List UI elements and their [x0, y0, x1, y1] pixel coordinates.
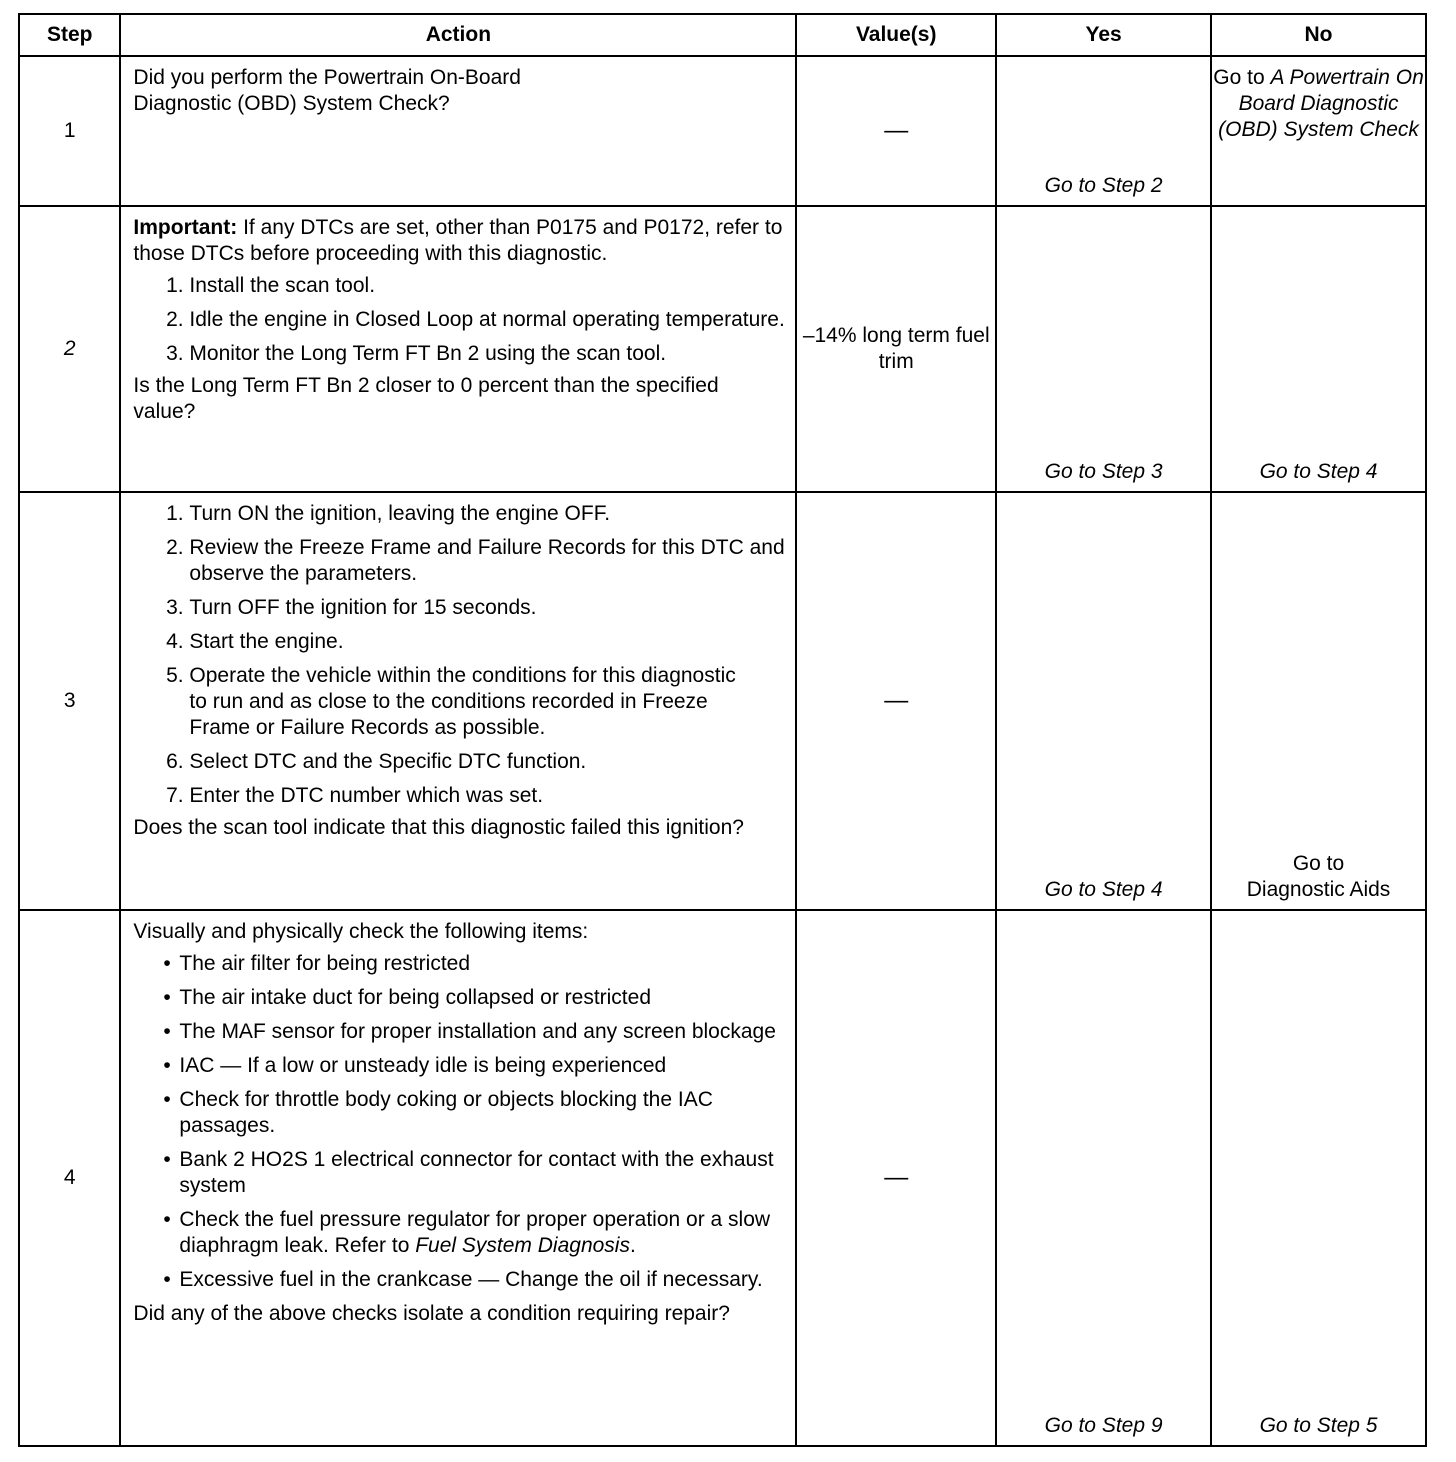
action-cell	[120, 206, 796, 492]
procedure-step: 5. Operate the vehicle within the conditions for this diagnostic to run and as close to the conditions recorded in Freeze Frame or Failure Records as possible.	[189, 663, 785, 741]
checklist-item	[179, 1207, 785, 1259]
no-cell[interactable]	[1211, 206, 1426, 492]
step-number: 3	[19, 492, 120, 910]
yes-cell[interactable]	[996, 492, 1211, 910]
procedure-step: 4. Start the engine.	[189, 629, 785, 655]
value-text: —	[884, 1163, 909, 1191]
header-yes: Yes	[996, 14, 1211, 56]
important-label: Important:	[133, 216, 238, 239]
no-link[interactable]: A Powertrain On Board Diagnostic (OBD) System Check	[1218, 66, 1424, 141]
yes-cell[interactable]	[996, 206, 1211, 492]
yes-link[interactable]: Go to Step 3	[1044, 460, 1163, 483]
fuel-system-diagnosis-link[interactable]: Fuel System Diagnosis	[415, 1234, 630, 1257]
yes-link[interactable]: Go to Step 2	[1044, 174, 1163, 197]
checklist-item: • The air intake duct for being collapsed or restricted	[179, 985, 785, 1011]
value-text: –14% long term fuel trim	[802, 324, 990, 373]
yes-link[interactable]: Go to Step 4	[1044, 878, 1163, 901]
step-number: 4	[19, 910, 120, 1446]
yes-cell[interactable]	[996, 56, 1211, 206]
important-text: If any DTCs are set, other than P0175 and P0172, refer to those DTCs before proceeding with this diagnostic.	[133, 216, 783, 265]
action-cell	[120, 910, 796, 1446]
action-cell	[120, 56, 796, 206]
no-cell[interactable]	[1211, 492, 1426, 910]
no-prefix: Go to	[1292, 852, 1345, 875]
procedure-step: 1. Turn ON the ignition, leaving the engine OFF.	[189, 501, 785, 527]
table-row-step-2	[19, 206, 1426, 492]
checklist-item: • Bank 2 HO2S 1 electrical connector for contact with the exhaust system	[179, 1147, 785, 1199]
diagnostic-table	[18, 13, 1427, 1447]
procedure-step: 2. Review the Freeze Frame and Failure Records for this DTC and observe the parameters.	[189, 535, 785, 587]
header-no: No	[1211, 14, 1426, 56]
table-row-step-1	[19, 56, 1426, 206]
checklist-item: • The MAF sensor for proper installation and any screen blockage	[179, 1019, 785, 1045]
checklist	[133, 951, 785, 1293]
procedure-step: 7. Enter the DTC number which was set.	[189, 783, 785, 809]
no-link[interactable]: Go to Step 4	[1259, 460, 1378, 483]
checklist-item: • Check for throttle body coking or objects blocking the IAC passages.	[179, 1087, 785, 1139]
procedure-step: 2. Idle the engine in Closed Loop at normal operating temperature.	[189, 307, 785, 333]
table-row-step-4	[19, 910, 1426, 1446]
header-action: Action	[120, 14, 796, 56]
no-cell[interactable]	[1211, 910, 1426, 1446]
checklist-intro: Visually and physically check the following items:	[133, 920, 589, 943]
procedure-step: 6. Select DTC and the Specific DTC function.	[189, 749, 785, 775]
value-cell	[796, 910, 996, 1446]
value-text: —	[884, 116, 909, 144]
value-cell	[796, 492, 996, 910]
step-question: Did you perform the Powertrain On-Board Diagnostic (OBD) System Check?	[133, 66, 521, 115]
value-cell	[796, 206, 996, 492]
action-cell	[120, 492, 796, 910]
no-link[interactable]: Go to Step 5	[1259, 1414, 1378, 1437]
step-question: Does the scan tool indicate that this diagnostic failed this ignition?	[133, 816, 744, 839]
yes-cell[interactable]	[996, 910, 1211, 1446]
checklist-item: • IAC — If a low or unsteady idle is being experienced	[179, 1053, 785, 1079]
no-link[interactable]: Diagnostic Aids	[1246, 878, 1391, 901]
checklist-item: • Excessive fuel in the crankcase — Change the oil if necessary.	[179, 1267, 785, 1293]
procedure-list	[133, 273, 785, 367]
header-values: Value(s)	[796, 14, 996, 56]
checklist-item: • The air filter for being restricted	[179, 951, 785, 977]
yes-link[interactable]: Go to Step 9	[1044, 1414, 1163, 1437]
no-cell[interactable]	[1211, 56, 1426, 206]
procedure-step: 3. Monitor the Long Term FT Bn 2 using the scan tool.	[189, 341, 785, 367]
procedure-step: 1. Install the scan tool.	[189, 273, 785, 299]
checklist-item-text: Check the fuel pressure regulator for proper operation or a slow diaphragm leak. Refer to	[179, 1208, 771, 1257]
step-number: 2	[19, 206, 120, 492]
value-text: —	[884, 686, 909, 714]
step-question: Did any of the above checks isolate a condition requiring repair?	[133, 1302, 730, 1325]
table-header-row	[19, 14, 1426, 56]
step-question: Is the Long Term FT Bn 2 closer to 0 percent than the specified value?	[133, 374, 719, 423]
header-step: Step	[19, 14, 120, 56]
checklist-item-suffix: .	[629, 1234, 636, 1257]
procedure-list	[133, 501, 785, 809]
step-number: 1	[19, 56, 120, 206]
important-note	[133, 215, 785, 267]
procedure-step: 3. Turn OFF the ignition for 15 seconds.	[189, 595, 785, 621]
no-prefix: Go to	[1213, 66, 1271, 89]
table-row-step-3	[19, 492, 1426, 910]
value-cell	[796, 56, 996, 206]
